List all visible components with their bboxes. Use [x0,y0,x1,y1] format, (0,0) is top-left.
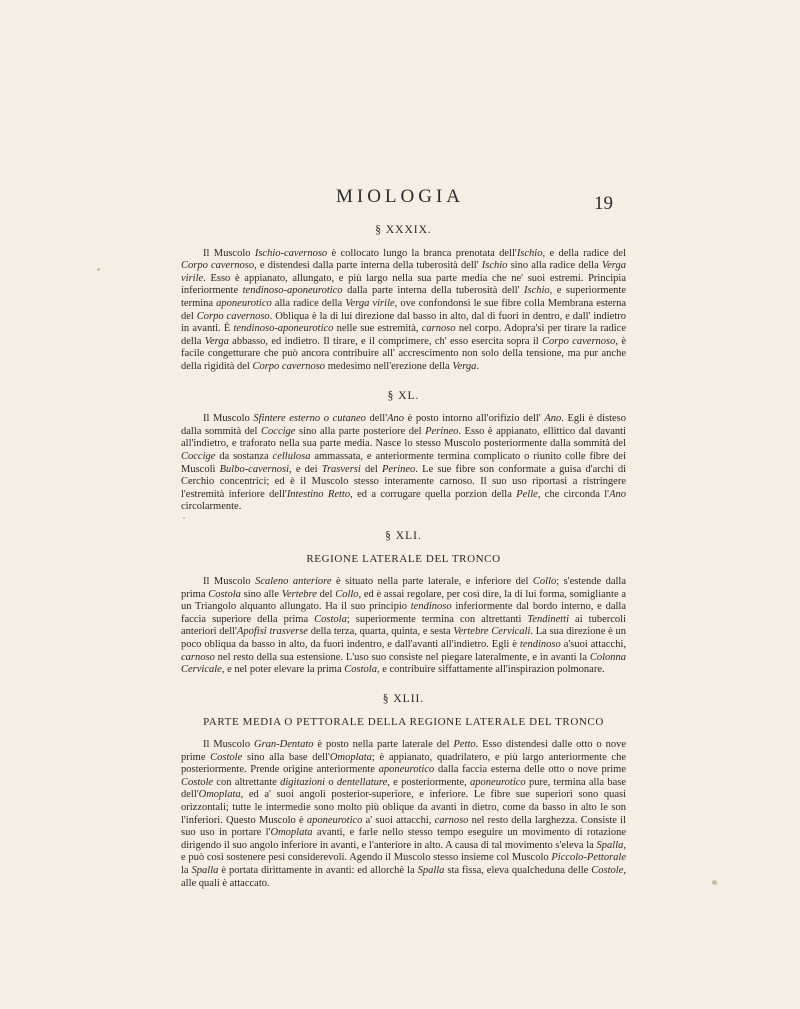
section-paragraph: Il Muscolo Scaleno anteriore è situato nella parte laterale, e inferiore del Collo; s'estende dalla prima Costola sino alle Vertebre del Collo, ed è assai regolare, per così dire, la di lui forma, somigliante a un Triangolo alquanto allungato. Ha il suo principio tendinoso inferiormente dal bordo interno, e dalla faccia superiore della prima Costola; superiormente termina con altrettanti Tendinetti ai tubercoli anteriori dell'Apofisi trasverse della terza, quarta, quinta, e sesta Vertebre Cervicali. La sua direzione è un poco obliqua da basso in alto, da fuori indentro, e dall'avanti all'indietro. Egli è tendinoso a'suoi attacchi, carnoso nel resto della sua estensione. L'uso suo consiste nel piegare lateralmente, e in avanti la Colonna Cervicale, e nel poter elevare la prima Costola, e contribuire siffattamente all'inspirazion polmonare. [181,576,627,676]
section-40 [181,390,626,514]
section-42 [181,693,626,890]
section-39 [181,224,626,374]
section-heading: PARTE MEDIA O PETTORALE DELLA REGIONE LATERALE DEL TRONCO [203,716,604,729]
section-mark: § XLI. [385,529,422,542]
section-mark: § XXXIX. [375,224,432,236]
section-heading: REGIONE LATERALE DEL TRONCO [306,553,501,566]
paper-speck [183,517,185,519]
section-41 [181,530,626,677]
page-body [181,224,626,906]
section-mark: § XL. [387,389,420,402]
section-paragraph: Il Muscolo Gran-Dentato è posto nella parte laterale del Petto. Esso distendesi dalle otto o nove prime Costole sino alla base dell'Omoplata; è appianato, quadrilatero, e più largo anteriormente che posteriormente. Prende origine anteriormente aponeurotico dalla faccia esterna delle otto o nove prime Costole con altrettante digitazioni o dentellature, e posteriormente, aponeurotico pure, termina alla base dell'Omoplata, ed a' suoi angoli posterior-superiore, e inferiore. Le fibre sue superiori sono quasi orizzontali; tutte le intermedie sono molto più oblique da avanti in dietro, come da basso in alto le son l'inferiori. Questo Muscolo è aponeurotico a' suoi attacchi, carnoso nel resto della larghezza. Consiste il suo uso in portare l'Omoplata avanti, e farle nello stesso tempo eseguire un movimento di rotazione dirigendo il suo angolo inferiore in avanti, e l'anteriore in alto. A causa di tal movimento s'eleva la Spalla, e può così sostenere pesi considerevoli. Agendo il Muscolo stesso insieme col Muscolo Piccolo-Pettorale la Spalla è portata dirittamente in avanti: ed allorchè la Spalla sta fissa, eleva qualcheduna delle Costole, alle quali è attaccato. [181,739,627,889]
paper-speck [712,880,717,885]
section-mark: § XLII. [382,692,425,705]
paper-speck [97,268,100,271]
page-number: 19 [594,193,613,214]
section-paragraph: Il Muscolo Ischio-cavernoso è collocato lungo la branca prenotata dell'Ischio, e della radice del Corpo cavernoso, e distendesi dalla parte interna della tuberosità dell' Ischio sino alla radice della Verga virile. Esso è appianato, allungato, e più largo nella sua parte media che ne' suoi estremi. Principia inferiormente tendinoso-aponeurotico dalla parte interna della tuberosità dell' Ischio, e superiormente termina aponeurotico alla radice della Verga virile, ove confondonsi le sue fibre colla Membrana esterna del Corpo cavernoso. Obliqua è la di lui direzione dal basso in alto, dal di fuori in dentro, e dall' indietro in avanti. È tendinoso-aponeurotico nelle sue estremità, carnoso nel corpo. Adopra'si per tirare la radice della Verga abbasso, ed indietro. Il tirare, e il comprimere, ch' esso esercita sopra il Corpo cavernoso, è facile congetturare che può ancora contribuire all' accrescimento non solo della tensione, ma pur anche della rigidità del Corpo cavernoso medesimo nell'erezione della Verga. [181,247,627,372]
section-paragraph: Il Muscolo Sfintere esterno o cutaneo dell'Ano è posto intorno all'orifizio dell' Ano. Egli è disteso dalla sommità del Coccige sino alla parte posteriore del Perineo. Esso è appianato, ellittico dal davanti all'indietro, e traforato nella sua parte media. Nasce lo stesso Muscolo posteriormente dalla sommità del Coccige da sostanza cellulosa ammassata, e anteriormente termina complicato o riunito colle fibre dei Muscoli Bulbo-cavernosi, e dei Trasversi del Perineo. Le sue fibre son conformate a guisa d'archi di Cerchio concentrici; ed è il Muscolo stesso interamente carnoso. Il suo uso riportasi a ristringere l'estremità inferiore dell'Intestino Retto, ed a corrugare quella porzion della Pelle, che circonda l'Ano circolarmente. [181,413,627,513]
running-title: MIOLOGIA [335,186,465,207]
